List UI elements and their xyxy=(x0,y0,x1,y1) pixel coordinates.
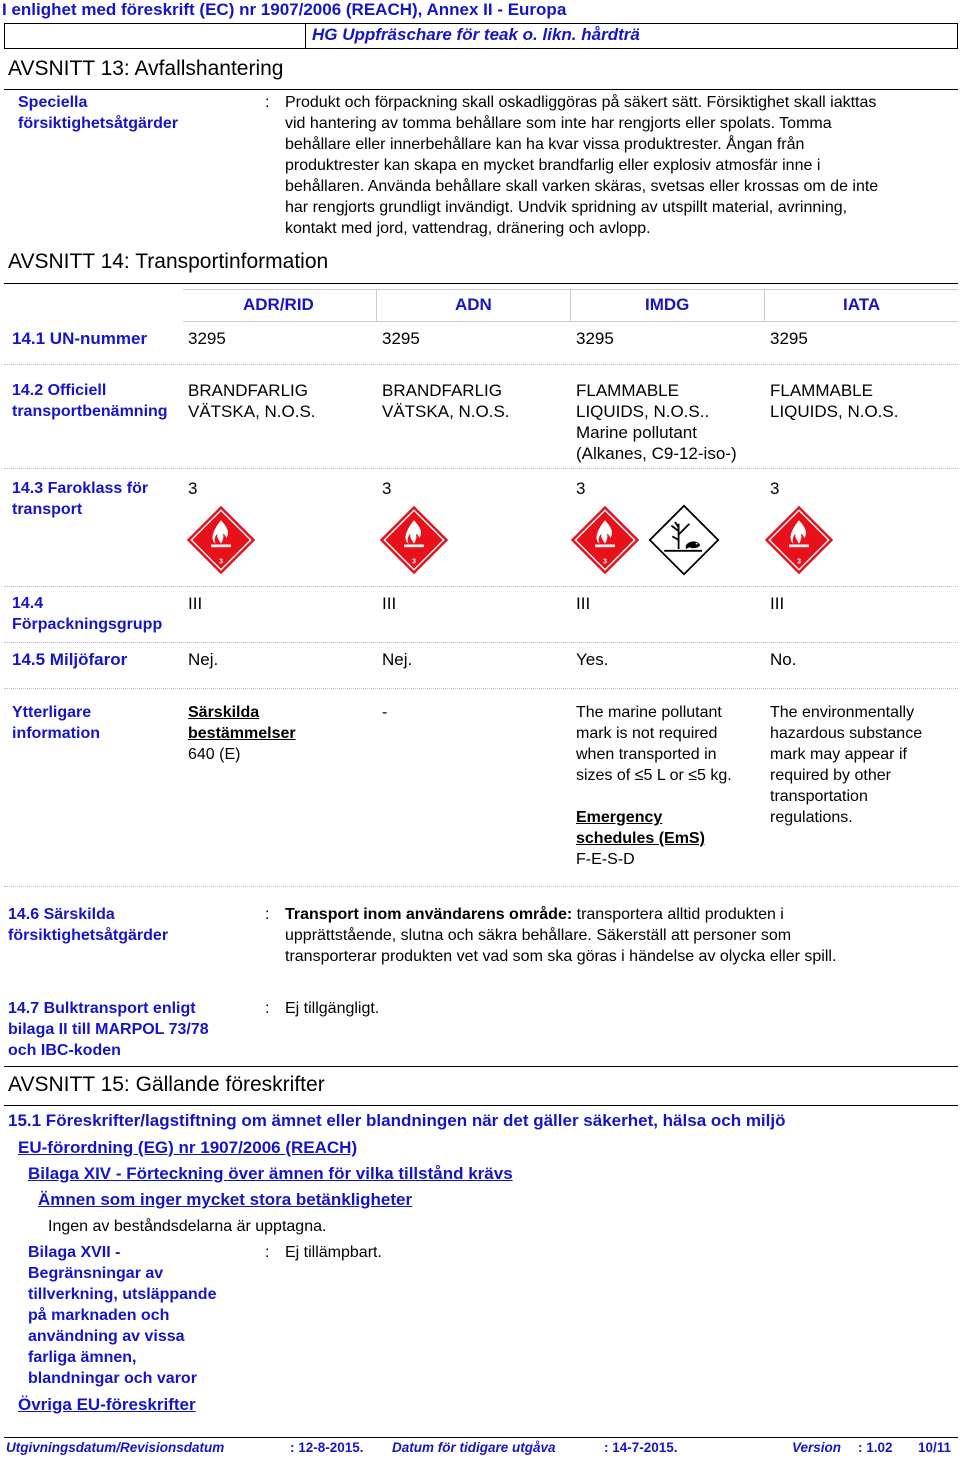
info-iata: The environmentally hazardous substance mark may appear if required by other transportation regulations. xyxy=(770,704,923,826)
env-iata: No. xyxy=(770,650,797,669)
document-header-title: I enlighet med föreskrift (EC) nr 1907/2006 (REACH), Annex II - Europa xyxy=(2,0,567,19)
bulk-transport-value: Ej tillgängligt. xyxy=(285,1000,380,1017)
footer-rule xyxy=(4,1437,958,1438)
section-15-title: AVSNITT 15: Gällande föreskrifter xyxy=(8,1073,325,1096)
info-adn: - xyxy=(382,704,388,721)
pg-imdg: III xyxy=(576,594,591,613)
col-adr-rid: ADR/RID xyxy=(243,295,314,314)
special-precautions-label: 14.6 Särskilda försiktighetsåtgärder xyxy=(8,906,169,944)
svhc-value: Ingen av beståndsdelarna är upptagna. xyxy=(48,1218,327,1235)
section-14-title: AVSNITT 14: Transportinformation xyxy=(8,250,329,273)
col-imdg: IMDG xyxy=(645,295,690,314)
transport-table-header xyxy=(183,289,958,322)
un-iata: 3295 xyxy=(770,329,808,348)
env-imdg: Yes. xyxy=(576,650,609,669)
shipping-name-adn: BRANDFARLIG VÄTSKA, N.O.S. xyxy=(382,381,510,421)
pg-adn: III xyxy=(382,594,397,613)
shipping-name-imdg: FLAMMABLE LIQUIDS, N.O.S.. Marine pollutant (Alkanes, C9-12-iso-) xyxy=(576,381,737,463)
svg-text:3: 3 xyxy=(797,556,801,566)
info-imdg: The marine pollutant mark is not required when transported in sizes of ≤5 L or ≤5 kg. Emergency schedules (EmS) F-E-S-D xyxy=(576,704,732,868)
reach-heading: EU-förordning (EG) nr 1907/2006 (REACH) xyxy=(18,1138,358,1157)
header-rule xyxy=(4,23,958,24)
previous-date-value: : 14-7-2015. xyxy=(604,1440,678,1455)
annex-xvii-colon: : xyxy=(265,1244,270,1261)
section-14-rule xyxy=(4,283,958,284)
un-number-label: 14.1 UN-nummer xyxy=(12,329,148,348)
section-13-title: AVSNITT 13: Avfallshantering xyxy=(8,57,284,80)
class-adr: 3 xyxy=(188,479,198,498)
un-imdg: 3295 xyxy=(576,329,614,348)
page-number: 10/11 xyxy=(918,1440,952,1455)
product-name: HG Uppfräschare för teak o. likn. hårdträ xyxy=(312,25,640,44)
flame-pictogram-icon xyxy=(378,504,450,576)
header-mid-rule xyxy=(305,24,306,48)
un-adn: 3295 xyxy=(382,329,420,348)
col-iata: IATA xyxy=(843,295,881,314)
shipping-name-adr: BRANDFARLIG VÄTSKA, N.O.S. xyxy=(188,381,316,421)
annex-xiv-heading: Bilaga XIV - Förteckning över ämnen för vilka tillstånd krävs xyxy=(28,1164,513,1183)
env-adr: Nej. xyxy=(188,650,219,669)
annex-xvii-label: Bilaga XVII - Begränsningar av tillverkning, utsläppande på marknaden och användning av vissa farliga ämnen, blandningar och varor xyxy=(28,1244,217,1387)
header-right-rule xyxy=(957,24,958,48)
s147-colon: : xyxy=(265,1000,270,1017)
regulations-subtitle: 15.1 Föreskrifter/lagstiftning om ämnet eller blandningen när det gäller säkerhet, hälsa och miljö xyxy=(8,1111,786,1130)
issue-date-label: Utgivningsdatum/Revisionsdatum xyxy=(6,1440,225,1455)
s13-label: Speciella försiktighetsåtgärder xyxy=(18,94,179,132)
svhc-heading: Ämnen som inger mycket stora betänkligheter xyxy=(38,1190,413,1209)
bulk-transport-label: 14.7 Bulktransport enligt bilaga II till MARPOL 73/78 och IBC-koden xyxy=(8,1000,209,1059)
class-adn: 3 xyxy=(382,479,392,498)
version-value: : 1.02 xyxy=(858,1440,893,1455)
svg-text:3: 3 xyxy=(412,556,416,566)
environmental-hazards-label: 14.5 Miljöfaror xyxy=(12,650,128,669)
un-adr: 3295 xyxy=(188,329,226,348)
section-15-header xyxy=(4,1066,958,1106)
info-adr: Särskilda bestämmelser 640 (E) xyxy=(188,704,296,763)
header-left-rule xyxy=(4,24,5,48)
shipping-name-label: 14.2 Officiell transportbenämning xyxy=(12,382,168,420)
packing-group-label: 14.4 Förpackningsgrupp xyxy=(12,595,163,633)
issue-date-value: : 12-8-2015. xyxy=(290,1440,364,1455)
pg-iata: III xyxy=(770,594,785,613)
section-13-header xyxy=(4,48,958,90)
flame-pictogram-icon xyxy=(185,504,257,576)
svg-text:3: 3 xyxy=(603,556,607,566)
class-imdg: 3 xyxy=(576,479,586,498)
other-eu-regulations-heading: Övriga EU-föreskrifter xyxy=(18,1395,196,1414)
additional-info-label: Ytterligare information xyxy=(12,704,100,742)
flame-pictogram-icon xyxy=(569,504,641,576)
annex-xvii-value: Ej tillämpbart. xyxy=(285,1244,382,1261)
shipping-name-iata: FLAMMABLE LIQUIDS, N.O.S. xyxy=(770,381,899,421)
pg-adr: III xyxy=(188,594,203,613)
col-adn: ADN xyxy=(455,295,492,314)
s13-colon: : xyxy=(265,94,270,111)
class-iata: 3 xyxy=(770,479,780,498)
s146-colon: : xyxy=(265,906,270,923)
env-adn: Nej. xyxy=(382,650,413,669)
hazard-class-label: 14.3 Faroklass för transport xyxy=(12,480,149,518)
svg-text:3: 3 xyxy=(219,556,223,566)
flame-pictogram-icon xyxy=(763,504,835,576)
version-label: Version xyxy=(792,1440,842,1455)
s13-text: Produkt och förpackning skall oskadliggöras på säkert sätt. Försiktighet skall iakttas vid hantering av tomma behållare som inte har rengjorts eller spolats. Tomma behållare eller innerbehållare kan ha kvar vissa produktrester. Ångan från produktrester kan skapa en mycket brandfarlig eller explosiv atmosfär inne i behållaren. Använda behållare skall varken skäras, svetsas eller krossas om de inte har rengjorts grundligt invändigt. Undvik spridning av utspillt material, avrinning, kontakt med jord, vattendrag, dränering och avlopp. xyxy=(285,94,879,237)
environment-pictogram-icon xyxy=(648,504,720,576)
previous-date-label: Datum för tidigare utgåva xyxy=(392,1440,556,1455)
special-precautions-text: Transport inom användarens område: transportera alltid produkten i upprättstående, slutna och säkra behållare. Säkerställ att personer som transporterar produkten vet vad som ska göras i händelse av olycka eller spill. xyxy=(285,906,837,965)
